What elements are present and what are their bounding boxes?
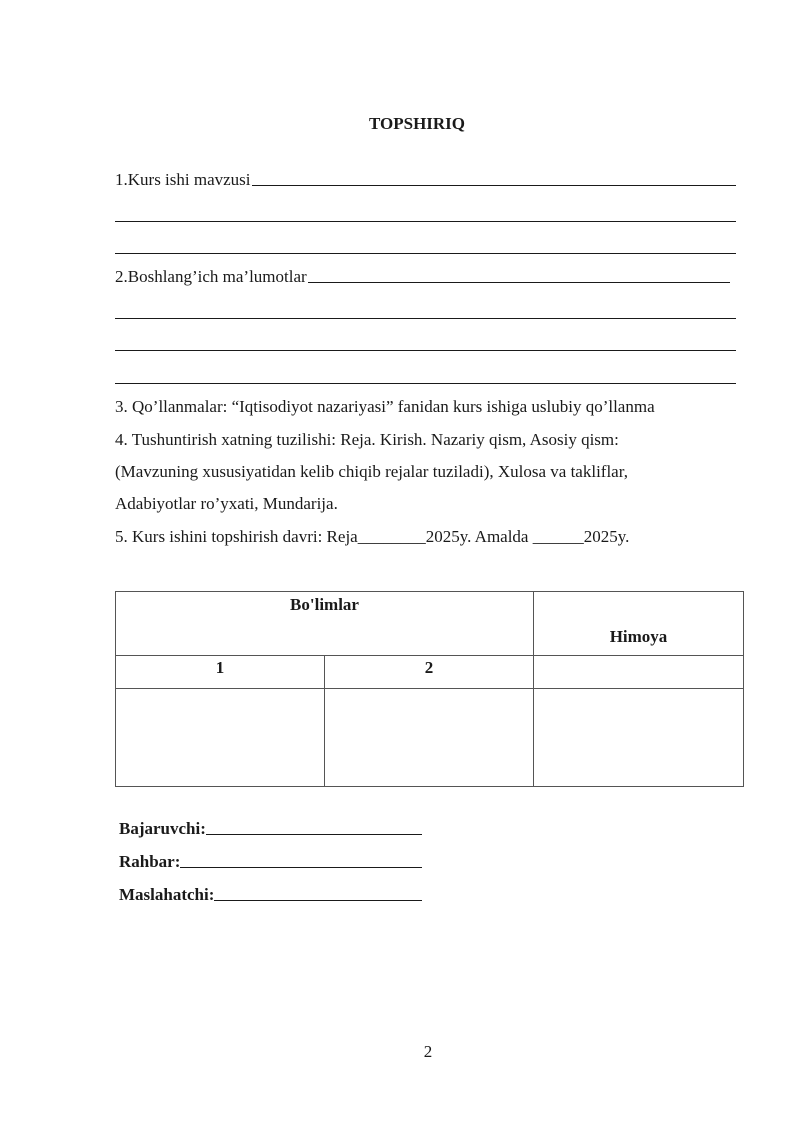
page-number: 2 <box>423 1042 433 1061</box>
initial-data-row <box>115 267 730 287</box>
sections-header: Bo'limlar <box>116 592 534 656</box>
executor-signature-row <box>119 819 422 839</box>
page-title: TOPSHIRIQ <box>368 114 466 133</box>
initial-data-line-2[interactable] <box>115 318 736 319</box>
consultant-label: Maslahatchi: <box>119 885 215 904</box>
structure-text-line-1: 4. Tushuntirish xatning tuzilishi: Reja. Kirish. Nazariy qism, Asosiy qism: <box>115 430 619 449</box>
section-2-cell[interactable] <box>325 689 534 787</box>
executor-label: Bajaruvchi: <box>119 819 206 838</box>
defense-cell[interactable] <box>534 689 744 787</box>
initial-data-line-4[interactable] <box>115 383 736 384</box>
initial-data-blank[interactable] <box>308 282 730 283</box>
section-1-cell[interactable] <box>116 689 325 787</box>
sections-table <box>115 591 744 787</box>
defense-column-header-cell <box>534 656 744 689</box>
executor-blank[interactable] <box>206 834 422 835</box>
initial-data-label: 2.Boshlang’ich ma’lumotlar <box>115 267 307 286</box>
consultant-blank[interactable] <box>214 900 422 901</box>
supervisor-signature-row <box>119 852 422 872</box>
supervisor-label: Rahbar: <box>119 852 181 871</box>
consultant-signature-row <box>119 885 422 905</box>
topic-row <box>115 170 736 190</box>
structure-text-line-3: Adabiyotlar ro’yxati, Mundarija. <box>115 494 338 513</box>
topic-blank-line-3[interactable] <box>115 253 736 254</box>
structure-text-line-2: (Mavzuning xususiyatidan kelib chiqib rejalar tuziladi), Xulosa va takliflar, <box>115 462 628 481</box>
column-2-header: 2 <box>325 656 534 689</box>
column-1-header: 1 <box>116 656 325 689</box>
topic-blank-line-2[interactable] <box>115 221 736 222</box>
submission-period-text: 5. Kurs ishini topshirish davri: Reja________2025y. Amalda ______2025y. <box>115 527 630 546</box>
topic-blank[interactable] <box>252 185 736 186</box>
manuals-text: 3. Qo’llanmalar: “Iqtisodiyot nazariyasi” fanidan kurs ishiga uslubiy qo’llanma <box>115 397 655 416</box>
defense-header: Himoya <box>534 592 744 656</box>
topic-label: 1.Kurs ishi mavzusi <box>115 170 251 189</box>
supervisor-blank[interactable] <box>180 867 422 868</box>
initial-data-line-3[interactable] <box>115 350 736 351</box>
